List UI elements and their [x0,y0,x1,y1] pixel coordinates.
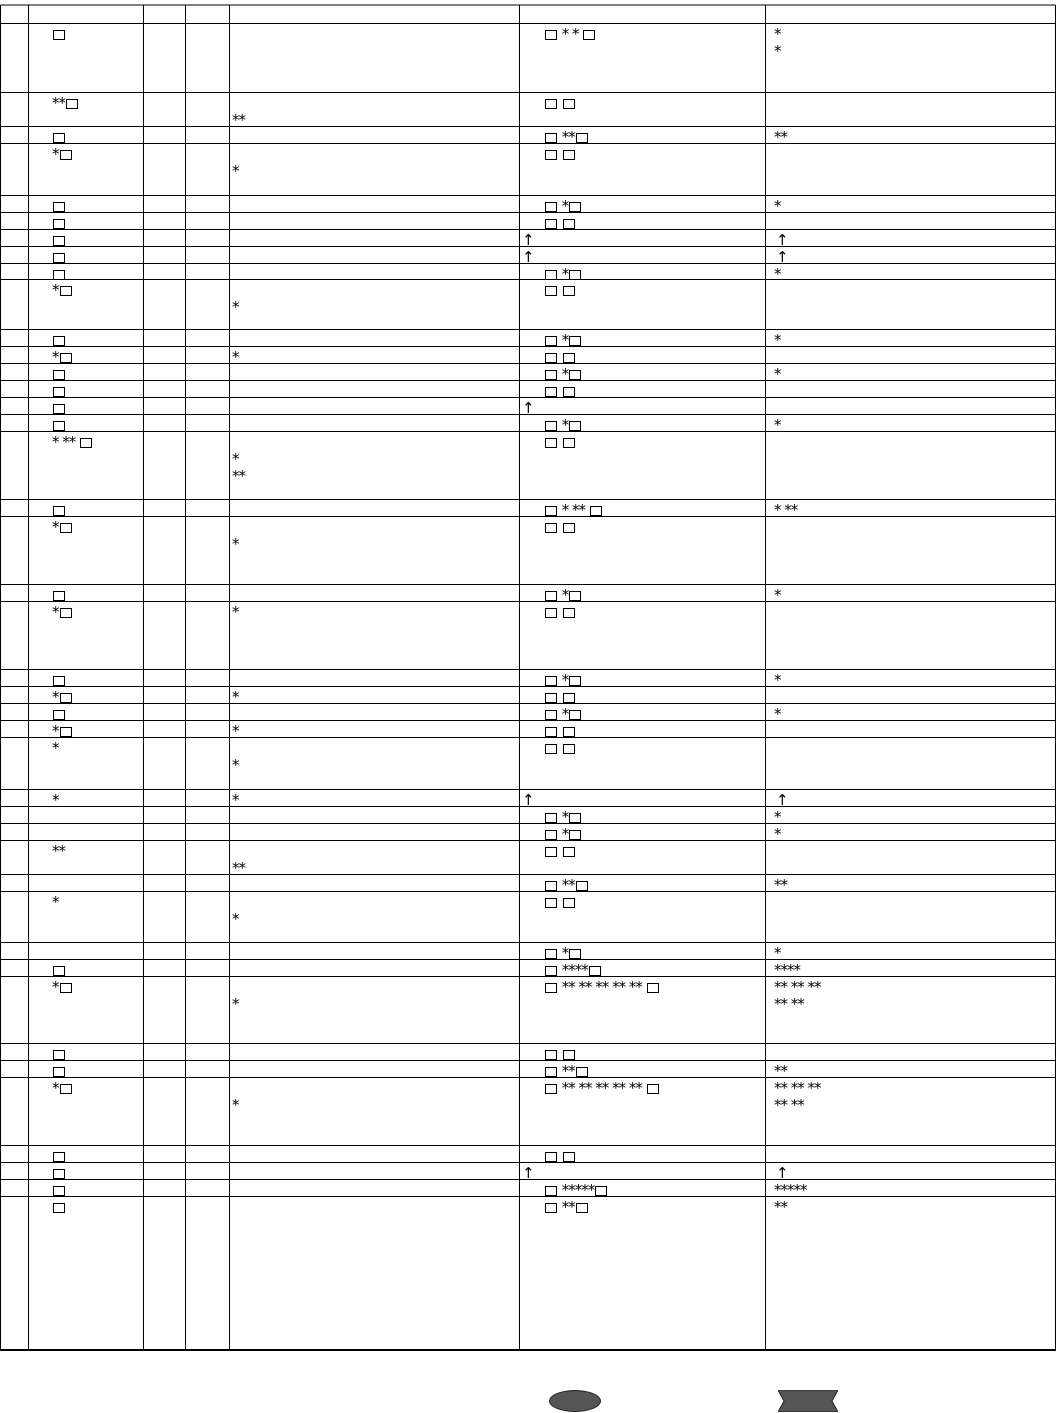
cell-code: * [52,283,73,298]
box-icon [569,676,581,686]
box-icon [53,1203,65,1213]
cell-note: ↑ [776,791,788,809]
cell-formula: ↑ [522,1164,534,1182]
cell-note: * [774,265,781,283]
box-icon [545,270,557,280]
box-icon [545,353,557,363]
cell-note: ** ** [774,995,804,1013]
box-icon [576,881,588,891]
cell-formula: ** [544,1064,589,1079]
cell-formula [544,216,576,231]
cell-formula [544,435,576,450]
cell-formula [544,283,576,298]
cell-formula: ** [544,1200,589,1215]
cell-formula: ↑ [522,248,534,266]
cell-note: * [774,416,781,434]
box-icon [595,1186,607,1196]
oval-button-icon[interactable] [549,1390,601,1412]
box-icon [545,1084,557,1094]
box-icon [545,830,557,840]
box-icon [545,847,557,857]
cell-note: ** [774,1198,787,1216]
cell-note: ↑ [776,248,788,266]
box-icon [53,370,65,380]
box-icon [569,813,581,823]
cell-formula: * [544,673,582,688]
cell-description: * [232,535,239,553]
box-icon [60,286,72,296]
cell-code [52,233,66,248]
box-icon [53,506,65,516]
box-icon [589,966,601,976]
cell-code: * [52,791,59,809]
cell-code [52,503,66,518]
box-icon [66,99,78,109]
cell-note: ↑ [776,1164,788,1182]
box-icon [545,387,557,397]
cell-code: * [52,690,73,705]
box-icon [545,693,557,703]
cell-code [52,1064,66,1079]
box-icon [545,1067,557,1077]
cell-formula [544,724,576,739]
box-icon [545,438,557,448]
cell-code [52,384,66,399]
box-icon [583,30,595,40]
cell-description: * [232,1096,239,1114]
cell-note: ** [774,1062,787,1080]
box-icon [545,202,557,212]
cell-note: * [774,365,781,383]
box-icon [563,99,575,109]
box-icon [53,1152,65,1162]
cell-note: ** ** ** [774,978,821,996]
bowtie-banner-icon[interactable] [778,1390,838,1412]
cell-formula: ** ** ** ** ** [544,1081,660,1096]
box-icon [563,744,575,754]
box-icon [53,253,65,263]
box-icon [569,336,581,346]
cell-code: * [52,739,59,757]
cell-description: ** [232,467,245,485]
cell-description: * [232,722,239,740]
cell-formula: ***** [544,1183,608,1198]
box-icon [545,99,557,109]
cell-note: * [774,586,781,604]
box-icon [53,1169,65,1179]
box-icon [569,830,581,840]
cell-code: ** [52,842,65,860]
cell-code [52,1149,66,1164]
cell-formula [544,520,576,535]
box-icon [563,608,575,618]
cell-formula [544,96,576,111]
cell-code: ** [52,96,79,111]
cell-formula: * [544,267,582,282]
cell-note: * [774,825,781,843]
box-icon [563,847,575,857]
box-icon [563,727,575,737]
box-icon [563,898,575,908]
box-icon [53,133,65,143]
cell-code: * [52,980,73,995]
cell-formula: **** [544,963,602,978]
cell-formula: * [544,367,582,382]
cell-code: * [52,1081,73,1096]
cell-note: * [774,331,781,349]
cell-formula: ↑ [522,231,534,249]
box-icon [53,710,65,720]
cell-description: ** [232,111,245,129]
box-icon [569,202,581,212]
box-icon [563,219,575,229]
cell-code: * [52,724,73,739]
cell-formula [544,1149,576,1164]
box-icon [53,591,65,601]
cell-note: ***** [774,1181,807,1199]
box-icon [545,133,557,143]
box-icon [53,236,65,246]
cell-description: ** [232,859,245,877]
cell-code [52,216,66,231]
cell-code [52,1183,66,1198]
cell-code: * [52,893,59,911]
cell-formula [544,895,576,910]
box-icon [545,336,557,346]
cell-formula: * ** [544,503,603,518]
cell-note: ** [774,876,787,894]
box-icon [545,1203,557,1213]
box-icon [647,1084,659,1094]
box-icon [53,387,65,397]
cell-formula: ↑ [522,399,534,417]
box-icon [545,370,557,380]
cell-code: * [52,520,73,535]
cell-description: * [232,603,239,621]
cell-code [52,199,66,214]
cell-description: * [232,791,239,809]
box-icon [60,353,72,363]
box-icon [545,710,557,720]
cell-note: ↑ [776,231,788,249]
box-icon [576,1067,588,1077]
box-icon [569,370,581,380]
box-icon [545,949,557,959]
cell-formula: * [544,588,582,603]
box-icon [545,898,557,908]
box-icon [545,1152,557,1162]
box-icon [545,1050,557,1060]
cell-note: * [774,944,781,962]
cell-code [52,1200,66,1215]
cell-code [52,27,66,42]
cell-code: * [52,147,73,162]
cell-formula: * [544,199,582,214]
box-icon [569,591,581,601]
cell-formula [544,147,576,162]
box-icon [545,523,557,533]
box-icon [563,387,575,397]
cell-code [52,250,66,265]
cell-note: ** ** ** [774,1079,821,1097]
box-icon [545,591,557,601]
cell-formula: ↑ [522,791,534,809]
box-icon [60,693,72,703]
box-icon [53,270,65,280]
box-icon [545,219,557,229]
box-icon [80,438,92,448]
box-icon [545,727,557,737]
cell-code [52,267,66,282]
box-icon [53,421,65,431]
box-icon [60,1084,72,1094]
cell-note: * ** [774,501,798,519]
box-icon [563,286,575,296]
box-icon [60,983,72,993]
cell-code [52,130,66,145]
box-icon [53,1050,65,1060]
box-icon [60,150,72,160]
box-icon [53,966,65,976]
cell-formula: ** ** ** ** ** [544,980,660,995]
cell-description: * [232,995,239,1013]
cell-note: * [774,705,781,723]
cell-code: * ** [52,435,93,450]
cell-formula [544,384,576,399]
cell-formula [544,1047,576,1062]
box-icon [60,608,72,618]
cell-formula: * [544,418,582,433]
box-icon [53,1067,65,1077]
cell-code [52,588,66,603]
cell-formula: * [544,333,582,348]
cell-formula [544,844,576,859]
box-icon [576,133,588,143]
box-icon [563,438,575,448]
cell-note: * [774,671,781,689]
box-icon [569,270,581,280]
box-icon [545,881,557,891]
cell-note: * [774,25,781,43]
cell-formula: * * [544,27,596,42]
cell-formula: ** [544,878,589,893]
cell-formula [544,741,576,756]
box-icon [545,966,557,976]
box-icon [545,744,557,754]
box-icon [53,30,65,40]
cell-description: * [232,298,239,316]
cell-formula: * [544,946,582,961]
box-icon [563,1152,575,1162]
cell-code [52,707,66,722]
cell-formula: * [544,810,582,825]
cell-code [52,367,66,382]
cell-formula: * [544,827,582,842]
cell-code: * [52,350,73,365]
cell-description: * [232,450,239,468]
cell-formula [544,350,576,365]
box-icon [569,421,581,431]
box-icon [545,150,557,160]
box-icon [545,813,557,823]
box-icon [545,30,557,40]
cell-code [52,1166,66,1181]
box-icon [53,219,65,229]
box-icon [53,676,65,686]
box-icon [60,727,72,737]
cell-note: * [774,42,781,60]
cell-description: * [232,162,239,180]
box-icon [569,710,581,720]
box-icon [53,1186,65,1196]
cell-formula [544,605,576,620]
cell-description: * [232,348,239,366]
cell-formula [544,690,576,705]
box-icon [563,353,575,363]
box-icon [569,949,581,959]
box-icon [545,1186,557,1196]
cell-code [52,1047,66,1062]
cell-code [52,418,66,433]
box-icon [53,336,65,346]
cell-formula: * [544,707,582,722]
box-icon [60,523,72,533]
box-icon [545,676,557,686]
cell-code [52,401,66,416]
cell-code [52,963,66,978]
box-icon [590,506,602,516]
cell-description: * [232,910,239,928]
cell-formula: ** [544,130,589,145]
cell-code [52,673,66,688]
box-icon [563,1050,575,1060]
cell-code [52,333,66,348]
box-icon [545,608,557,618]
box-icon [563,523,575,533]
box-icon [563,150,575,160]
box-icon [53,202,65,212]
box-icon [545,286,557,296]
box-icon [53,404,65,414]
cell-description: * [232,688,239,706]
box-icon [545,421,557,431]
box-icon [545,506,557,516]
cell-note: * [774,197,781,215]
box-icon [576,1203,588,1213]
cell-note: * [774,808,781,826]
box-icon [563,693,575,703]
cell-note: **** [774,961,800,979]
cell-note: ** ** [774,1096,804,1114]
cell-code: * [52,605,73,620]
cell-note: ** [774,128,787,146]
cell-description: * [232,756,239,774]
box-icon [545,983,557,993]
box-icon [647,983,659,993]
